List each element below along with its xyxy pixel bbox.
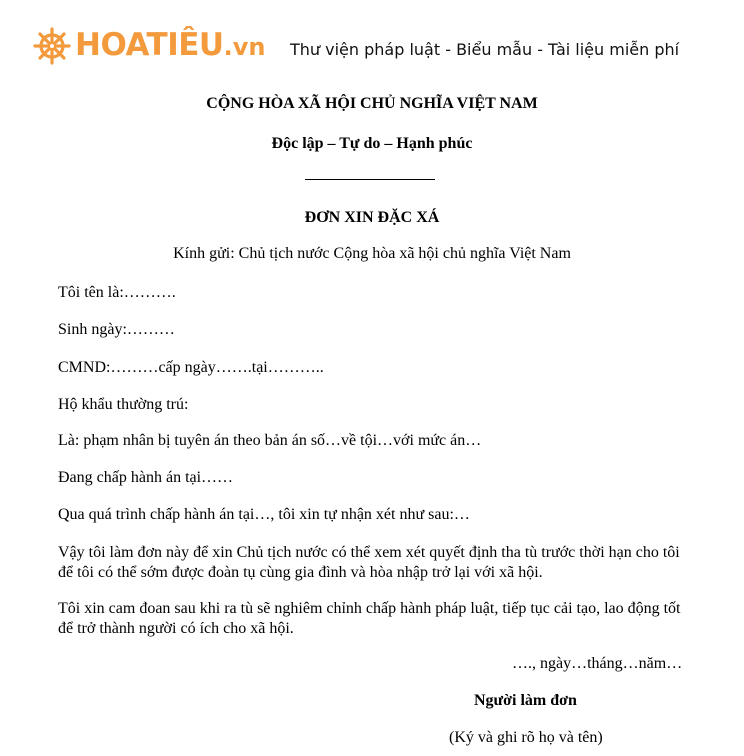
motto: Độc lập – Tự do – Hạnh phúc [271, 135, 473, 152]
field-serving-at: Đang chấp hành án tại…… [58, 469, 234, 486]
ship-wheel-icon [32, 26, 72, 66]
logo-text: HOATIÊU.vn [75, 27, 266, 63]
recipient-line: Kính gửi: Chủ tịch nước Cộng hòa xã hội chủ nghĩa Việt Nam [173, 245, 571, 262]
field-sentence: Là: phạm nhân bị tuyên án theo bản án số…về tội…với mức án… [58, 432, 482, 449]
national-title: CỘNG HÒA XÃ HỘI CHỦ NGHĨA VIỆT NAM [206, 95, 538, 112]
signer-label: Người làm đơn [474, 692, 577, 709]
field-self-assessment: Qua quá trình chấp hành án tại…, tôi xin tự nhận xét như sau:… [58, 506, 470, 523]
field-name: Tôi tên là:………. [58, 284, 176, 301]
date-line: …., ngày…tháng…năm… [512, 655, 683, 672]
field-residence: Hộ khẩu thường trú: [58, 396, 189, 413]
document-title: ĐƠN XIN ĐẶC XÁ [304, 209, 440, 226]
pledge-paragraph: Tôi xin cam đoan sau khi ra tù sẽ nghiêm chỉnh chấp hành pháp luật, tiếp tục cải tạo, lao động tốt để trở thành người có ích cho xã hội. [58, 600, 681, 637]
site-header [0, 0, 744, 80]
field-birthdate: Sinh ngày:……… [58, 321, 175, 338]
request-paragraph: Vậy tôi làm đơn này để xin Chủ tịch nước có thể xem xét quyết định tha tù trước thời hạn cho tôi để tôi có thể sớm được đoàn tụ cùng gia đình và hòa nhập trở lại với xã hội. [58, 544, 680, 581]
field-id-card: CMND:………cấp ngày…….tại……….. [58, 359, 324, 376]
logo[interactable] [32, 26, 265, 66]
signature-note: (Ký và ghi rõ họ và tên) [449, 729, 603, 746]
tagline: Thư viện pháp luật - Biểu mẫu - Tài liệu miễn phí [290, 40, 680, 59]
divider [305, 179, 435, 180]
